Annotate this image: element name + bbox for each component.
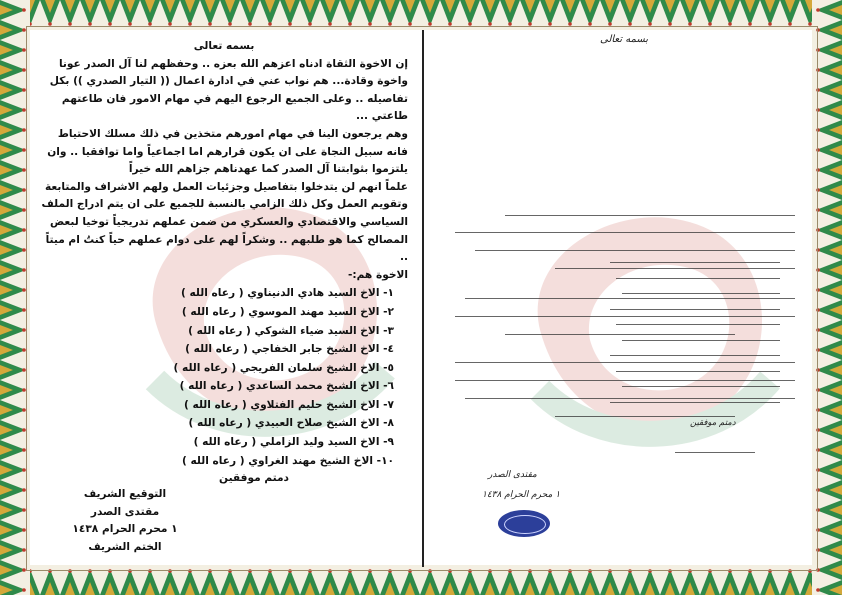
handwritten-line <box>455 362 795 363</box>
handwritten-signature: مقتدى الصدر <box>488 470 537 480</box>
handwritten-basmala: بسمه تعالى <box>600 34 649 45</box>
handwritten-list-line <box>616 324 780 325</box>
handwritten-list-line <box>610 355 780 356</box>
handwritten-closing: دمتم موفقين <box>690 418 736 428</box>
handwritten-list-line <box>610 262 780 263</box>
seal-stamp-icon <box>498 510 550 537</box>
column-divider <box>422 30 424 567</box>
list-item: ٩- الاخ السيد وليد الزاملي ( رعاه الله ) <box>193 436 394 449</box>
handwritten-list-line <box>622 293 780 294</box>
handwritten-line <box>675 452 755 453</box>
handwritten-list-line <box>610 309 780 310</box>
list-item: ٤- الاخ الشيخ جابر الخفاجي ( رعاه الله ) <box>185 343 394 356</box>
list-item: ٦- الاخ الشيخ محمد الساعدي ( رعاه الله ) <box>179 380 394 393</box>
handwritten-line <box>555 268 795 269</box>
list-item: ٢- الاخ السيد مهند الموسوي ( رعاه الله ) <box>181 305 394 318</box>
handwritten-line <box>455 380 795 381</box>
handwritten-list-line <box>616 278 780 279</box>
list-item: ١٠- الاخ الشيخ مهند الغراوي ( رعاه الله ) <box>181 454 394 467</box>
handwritten-line <box>465 298 795 299</box>
paragraph-1: إن الاخوة الثقاة ادناه اعزهم الله بعزه .. وحفظهم لنا آل الصدر عونا واخوة وقادة... هم نواب عني في ادارة اعمال (( التيار الصدري )) بكل تفاصيله .. وعلى الجميع الرجوع اليهم في مهام الامور فان طاعتهم طاعتي ... <box>49 57 408 123</box>
members-list <box>40 284 408 470</box>
handwritten-original <box>435 30 810 565</box>
basmala: بسمه تعالى <box>193 40 255 52</box>
handwritten-line <box>505 334 735 335</box>
handwritten-date: ١ محرم الحرام ١٤٣٨ <box>482 490 561 500</box>
handwritten-line <box>455 232 795 233</box>
paragraph-3: علماً انهم لن يتدخلوا بتفاصيل وجزئيات العمل ولهم الاشراف والمتابعة وتقويم العمل وكل ذلك الزامي بالنسبة للجميع على ان يتم ادراج الملف السياسي والاقتصادي والعسكري من ضمن عملهم تدريجياً توخيا لبعض المصالح كما هو طلبهم .. وشكراً لهم على دوام عملهم حياً كنتُ ام ميتاً .. <box>41 180 408 264</box>
closing-line: دمتم موفقين <box>219 472 289 485</box>
handwritten-line <box>455 316 795 317</box>
handwritten-line <box>555 416 735 417</box>
list-item: ٣- الاخ السيد ضياء الشوكي ( رعاه الله ) <box>188 324 394 337</box>
list-item: ١- الاخ السيد هادي الدنيناوي ( رعاه الله ) <box>180 287 394 300</box>
seal-label: الختم الشريف <box>88 540 162 553</box>
signature-block <box>50 486 200 556</box>
typed-transcription <box>40 38 408 488</box>
signature-label: التوقيع الشريف <box>83 488 167 500</box>
signature-name: مقتدى الصدر <box>90 505 160 518</box>
seal-stamp-ring <box>504 515 546 534</box>
handwritten-list-line <box>610 402 780 403</box>
handwritten-list-line <box>622 340 780 341</box>
handwritten-list-line <box>616 371 780 372</box>
handwritten-line <box>465 398 795 399</box>
list-item: ٨- الاخ الشيخ صلاح العبيدي ( رعاه الله ) <box>188 417 394 430</box>
signature-date: ١ محرم الحرام ١٤٣٨ <box>72 523 178 536</box>
list-item: ٥- الاخ الشيخ سلمان الفريجي ( رعاه الله ) <box>173 361 394 374</box>
list-item: ٧- الاخ الشيخ حليم الفتلاوي ( رعاه الله ) <box>184 398 394 411</box>
paragraph-2: وهم يرجعون الينا في مهام امورهم متخذين في ذلك مسلك الاحتياط فانه سبيل النجاة على ان يكون قرارهم اما اجماعياً واما توافقيا .. وان يلتزموا بثوابتنا آل الصدر كما عهدناهم جزاهم الله خيراً <box>47 127 408 176</box>
handwritten-line <box>475 250 795 251</box>
list-heading: الاخوة هم:- <box>347 268 408 281</box>
handwritten-line <box>505 215 795 216</box>
handwritten-list-line <box>622 386 780 387</box>
